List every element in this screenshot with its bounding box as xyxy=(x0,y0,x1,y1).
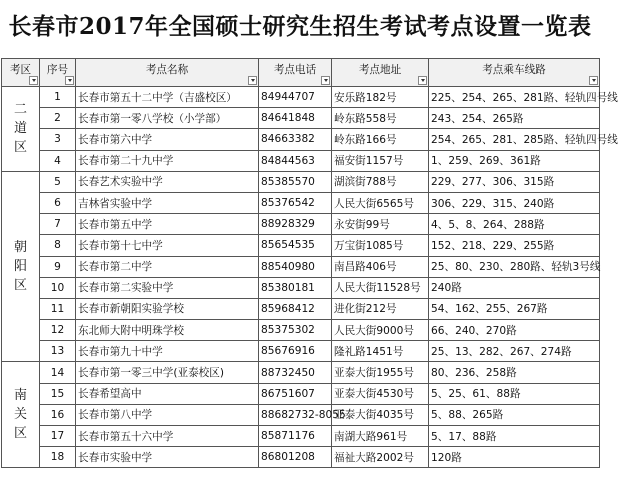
page-title: 长春市2017年全国硕士研究生招生考试考点设置一览表 xyxy=(8,13,592,40)
column-header-label: 考点电话 xyxy=(273,64,317,76)
site-address: 南湖大路961号 xyxy=(332,426,429,447)
site-address: 人民大街11528号 xyxy=(332,277,429,298)
site-address: 永安街99号 xyxy=(332,214,429,235)
site-name: 长春市第二中学 xyxy=(76,256,259,277)
filter-dropdown-icon[interactable] xyxy=(418,76,427,85)
site-address: 亚泰大街4530号 xyxy=(332,383,429,404)
site-address: 万宝街1085号 xyxy=(332,235,429,256)
site-phone: 85871176 xyxy=(259,426,332,447)
column-header-phone xyxy=(259,59,332,87)
site-name: 长春市第二实验中学 xyxy=(76,277,259,298)
bus-route: 306、229、315、240路 xyxy=(429,192,600,213)
column-header-district xyxy=(2,59,40,87)
site-address: 亚泰大街1955号 xyxy=(332,362,429,383)
site-phone: 86751607 xyxy=(259,383,332,404)
row-number: 16 xyxy=(40,404,76,425)
site-name: 长春市新朝阳实验学校 xyxy=(76,298,259,319)
site-name: 长春市第一零三中学(亚泰校区) xyxy=(76,362,259,383)
table-row xyxy=(2,426,600,447)
site-name: 长春市第九十中学 xyxy=(76,341,259,362)
bus-route: 66、240、270路 xyxy=(429,320,600,341)
bus-route: 120路 xyxy=(429,447,600,468)
bus-route: 5、88、265路 xyxy=(429,404,600,425)
bus-route: 54、162、255、267路 xyxy=(429,298,600,319)
row-number: 14 xyxy=(40,362,76,383)
bus-route: 243、254、265路 xyxy=(429,108,600,129)
bus-route: 225、254、265、281路、轻轨四号线 xyxy=(429,87,600,108)
site-address: 人民大街6565号 xyxy=(332,192,429,213)
column-header-label: 考点乘车线路 xyxy=(482,64,546,76)
exam-site-table xyxy=(1,58,618,468)
district-cell xyxy=(2,171,40,362)
site-address: 进化街212号 xyxy=(332,298,429,319)
site-address: 福安街1157号 xyxy=(332,150,429,171)
site-address: 安乐路182号 xyxy=(332,87,429,108)
bus-route: 5、25、61、88路 xyxy=(429,383,600,404)
table-row xyxy=(2,447,600,468)
column-header-label: 考点名称 xyxy=(145,64,189,76)
site-name: 长春市第五十二中学（吉盛校区） xyxy=(76,87,259,108)
bus-route: 152、218、229、255路 xyxy=(429,235,600,256)
site-phone: 88540980 xyxy=(259,256,332,277)
row-number: 18 xyxy=(40,447,76,468)
site-address: 福祉大路2002号 xyxy=(332,447,429,468)
table-row xyxy=(2,256,600,277)
table-row xyxy=(2,277,600,298)
filter-dropdown-icon[interactable] xyxy=(589,76,598,85)
site-name: 长春艺术实验中学 xyxy=(76,171,259,192)
row-number: 10 xyxy=(40,277,76,298)
table-row xyxy=(2,192,600,213)
row-number: 5 xyxy=(40,171,76,192)
site-phone: 88928329 xyxy=(259,214,332,235)
site-name: 长春市第一零八学校（小学部） xyxy=(76,108,259,129)
table-row xyxy=(2,341,600,362)
site-name: 长春市第二十九中学 xyxy=(76,150,259,171)
site-phone: 84844563 xyxy=(259,150,332,171)
bus-route: 80、236、258路 xyxy=(429,362,600,383)
site-phone: 85376542 xyxy=(259,192,332,213)
site-phone: 86801208 xyxy=(259,447,332,468)
site-address: 隆礼路1451号 xyxy=(332,341,429,362)
table-row xyxy=(2,171,600,192)
table-header-row xyxy=(2,59,600,87)
site-phone: 85380181 xyxy=(259,277,332,298)
site-name: 长春市第五十六中学 xyxy=(76,426,259,447)
table-row xyxy=(2,108,600,129)
site-address: 南昌路406号 xyxy=(332,256,429,277)
site-address: 岭东路166号 xyxy=(332,129,429,150)
table-row xyxy=(2,129,600,150)
bus-route: 25、80、230、280路、轻轨3号线 xyxy=(429,256,600,277)
district-label: 二道区 xyxy=(13,102,27,156)
column-header-address xyxy=(332,59,429,87)
bus-route: 240路 xyxy=(429,277,600,298)
site-phone: 85654535 xyxy=(259,235,332,256)
column-header-number xyxy=(40,59,76,87)
row-number: 12 xyxy=(40,320,76,341)
district-cell xyxy=(2,362,40,468)
column-header-label: 考区 xyxy=(9,64,32,76)
table-row xyxy=(2,87,600,108)
site-name: 吉林省实验中学 xyxy=(76,192,259,213)
row-number: 4 xyxy=(40,150,76,171)
site-name: 长春市实验中学 xyxy=(76,447,259,468)
column-header-bus-route xyxy=(429,59,600,87)
site-phone: 85676916 xyxy=(259,341,332,362)
district-label: 朝阳区 xyxy=(13,240,27,294)
district-label: 南关区 xyxy=(13,388,27,442)
column-header-label: 考点地址 xyxy=(358,64,402,76)
site-name: 长春希望高中 xyxy=(76,383,259,404)
row-number: 11 xyxy=(40,298,76,319)
district-cell xyxy=(2,87,40,172)
site-address: 湖滨街788号 xyxy=(332,171,429,192)
site-address: 人民大街9000号 xyxy=(332,320,429,341)
site-name: 长春市第十七中学 xyxy=(76,235,259,256)
filter-dropdown-icon[interactable] xyxy=(29,76,38,85)
site-name: 长春市第六中学 xyxy=(76,129,259,150)
table-row xyxy=(2,235,600,256)
column-header-label: 序号 xyxy=(46,64,69,76)
row-number: 17 xyxy=(40,426,76,447)
site-phone: 84944707 xyxy=(259,87,332,108)
table-row xyxy=(2,150,600,171)
site-name: 长春市第五中学 xyxy=(76,214,259,235)
table-row xyxy=(2,383,600,404)
filter-dropdown-icon[interactable] xyxy=(248,76,257,85)
table-row xyxy=(2,298,600,319)
site-address: 亚泰大街4035号 xyxy=(332,404,429,425)
table-row xyxy=(2,404,600,425)
table-row xyxy=(2,320,600,341)
row-number: 6 xyxy=(40,192,76,213)
site-phone: 85385570 xyxy=(259,171,332,192)
site-phone: 84641848 xyxy=(259,108,332,129)
table-row xyxy=(2,362,600,383)
row-number: 3 xyxy=(40,129,76,150)
site-name: 东北师大附中明珠学校 xyxy=(76,320,259,341)
bus-route: 5、17、88路 xyxy=(429,426,600,447)
site-phone: 88732450 xyxy=(259,362,332,383)
row-number: 9 xyxy=(40,256,76,277)
site-phone: 88682732-8055 xyxy=(259,404,332,425)
row-number: 2 xyxy=(40,108,76,129)
site-name: 长春市第八中学 xyxy=(76,404,259,425)
row-number: 7 xyxy=(40,214,76,235)
column-header-site-name xyxy=(76,59,259,87)
row-number: 13 xyxy=(40,341,76,362)
row-number: 15 xyxy=(40,383,76,404)
bus-route: 25、13、282、267、274路 xyxy=(429,341,600,362)
filter-dropdown-icon[interactable] xyxy=(65,76,74,85)
bus-route: 254、265、281、285路、轻轨四号线 xyxy=(429,129,600,150)
site-phone: 84663382 xyxy=(259,129,332,150)
bus-route: 229、277、306、315路 xyxy=(429,171,600,192)
site-phone: 85968412 xyxy=(259,298,332,319)
bus-route: 4、5、8、264、288路 xyxy=(429,214,600,235)
filter-dropdown-icon[interactable] xyxy=(321,76,330,85)
site-address: 岭东路558号 xyxy=(332,108,429,129)
row-number: 8 xyxy=(40,235,76,256)
row-number: 1 xyxy=(40,87,76,108)
site-phone: 85375302 xyxy=(259,320,332,341)
table-row xyxy=(2,214,600,235)
bus-route: 1、259、269、361路 xyxy=(429,150,600,171)
